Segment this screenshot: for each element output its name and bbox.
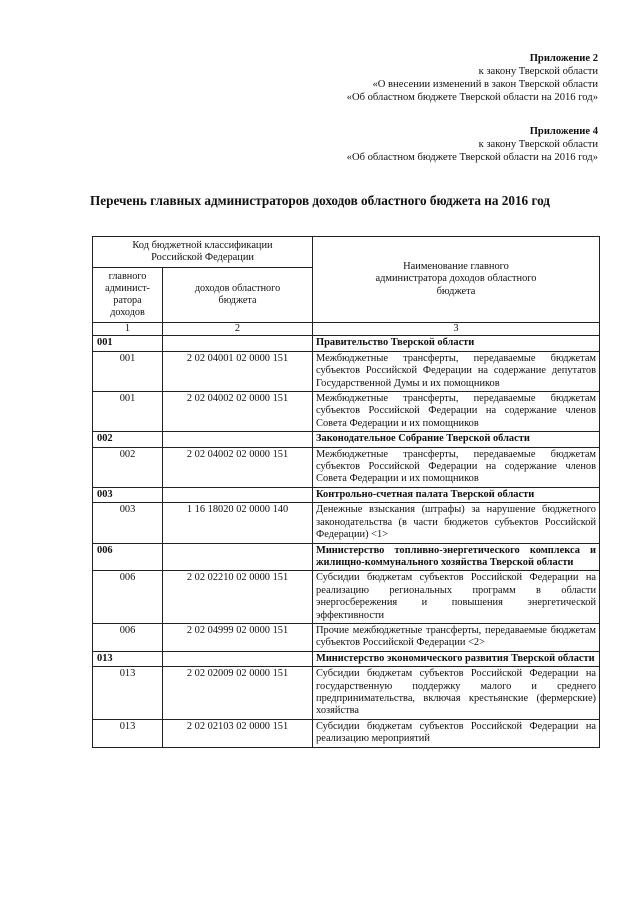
header-name-cell: Наименование главного администратора доходов областного бюджета xyxy=(313,237,600,323)
admin-code-cell: 006 xyxy=(93,623,163,651)
admin-code-cell: 013 xyxy=(93,667,163,720)
annex-4-title: Приложение 4 xyxy=(529,126,598,137)
revenue-item-row xyxy=(93,623,600,651)
name-cell: Прочие межбюджетные трансферты, передаваемые бюджетам субъектов Российской Федерации <2> xyxy=(313,623,600,651)
annex-2-title: Приложение 2 xyxy=(529,53,598,64)
admin-code-cell: 001 xyxy=(93,351,163,391)
admin-code-cell: 013 xyxy=(93,719,163,747)
administrator-heading-row xyxy=(93,487,600,502)
name-cell: Денежные взыскания (штрафы) за нарушение бюджетного законодательства (в части бюджетов субъектов Российской Федерации) <1> xyxy=(313,503,600,543)
annex-2-line: «О внесении изменений в закон Тверской области xyxy=(372,79,598,90)
administrators-table xyxy=(92,236,600,748)
revenue-item-row xyxy=(93,571,600,624)
name-cell: Межбюджетные трансферты, передаваемые бюджетам субъектов Российской Федерации на содержание депутатов Государственной Думы и их помощников xyxy=(313,351,600,391)
annex-2-line: «Об областном бюджете Тверской области на 2016 год» xyxy=(346,92,598,103)
annex-4-line: «Об областном бюджете Тверской области на 2016 год» xyxy=(346,152,598,163)
revenue-code-cell: 2 02 04002 02 0000 151 xyxy=(163,447,313,487)
administrator-heading-row xyxy=(93,651,600,666)
revenue-item-row xyxy=(93,351,600,391)
revenue-code-cell: 2 02 04999 02 0000 151 xyxy=(163,623,313,651)
revenue-code-cell: 2 02 02210 02 0000 151 xyxy=(163,571,313,624)
name-cell: Законодательное Собрание Тверской области xyxy=(313,432,600,447)
name-cell: Субсидии бюджетам субъектов Российской Федерации на реализацию мероприятий xyxy=(313,719,600,747)
admin-code-cell: 001 xyxy=(93,392,163,432)
name-cell: Правительство Тверской области xyxy=(313,336,600,351)
name-cell: Межбюджетные трансферты, передаваемые бюджетам субъектов Российской Федерации на содержание членов Совета Федерации и их помощников xyxy=(313,447,600,487)
revenue-code-cell: 1 16 18020 02 0000 140 xyxy=(163,503,313,543)
column-number-cell: 2 xyxy=(163,323,313,336)
name-cell: Министерство топливно-энергетического комплекса и жилищно-коммунального хозяйства Тверской области xyxy=(313,543,600,571)
revenue-code-cell xyxy=(163,487,313,502)
annex-4-block xyxy=(347,125,598,164)
revenue-code-cell xyxy=(163,432,313,447)
revenue-code-cell: 2 02 02103 02 0000 151 xyxy=(163,719,313,747)
revenue-code-cell: 2 02 02009 02 0000 151 xyxy=(163,667,313,720)
revenue-code-cell xyxy=(163,336,313,351)
name-cell: Министерство экономического развития Тверской области xyxy=(313,651,600,666)
annex-2-line: к закону Тверской области xyxy=(478,66,598,77)
admin-code-cell: 006 xyxy=(93,571,163,624)
administrator-heading-row xyxy=(93,336,600,351)
revenue-code-cell xyxy=(163,651,313,666)
revenue-code-cell: 2 02 04002 02 0000 151 xyxy=(163,392,313,432)
admin-code-cell: 013 xyxy=(93,651,163,666)
revenue-item-row xyxy=(93,392,600,432)
name-cell: Межбюджетные трансферты, передаваемые бюджетам субъектов Российской Федерации на содержание членов Совета Федерации и их помощников xyxy=(313,392,600,432)
admin-code-cell: 001 xyxy=(93,336,163,351)
revenue-item-row xyxy=(93,503,600,543)
column-number-cell: 3 xyxy=(313,323,600,336)
admin-code-cell: 003 xyxy=(93,487,163,502)
annex-2-block xyxy=(347,52,598,104)
revenue-code-cell: 2 02 04001 02 0000 151 xyxy=(163,351,313,391)
header-group-cell: Код бюджетной классификации Российской Федерации xyxy=(93,237,313,268)
header-admin-cell: главного админист-ратора доходов xyxy=(93,268,163,323)
administrator-heading-row xyxy=(93,432,600,447)
administrator-heading-row xyxy=(93,543,600,571)
revenue-item-row xyxy=(93,719,600,747)
document-title: Перечень главных администраторов доходов областного бюджета на 2016 год xyxy=(90,193,550,208)
admin-code-cell: 002 xyxy=(93,432,163,447)
revenue-code-cell xyxy=(163,543,313,571)
revenue-item-row xyxy=(93,447,600,487)
revenue-item-row xyxy=(93,667,600,720)
admin-code-cell: 002 xyxy=(93,447,163,487)
annex-4-line: к закону Тверской области xyxy=(478,139,598,150)
header-code-cell: доходов областного бюджета xyxy=(163,268,313,323)
name-cell: Субсидии бюджетам субъектов Российской Федерации на реализацию региональных программ в области энергосбережения и повышения энергетической эффективности xyxy=(313,571,600,624)
name-cell: Контрольно-счетная палата Тверской области xyxy=(313,487,600,502)
admin-code-cell: 003 xyxy=(93,503,163,543)
column-number-cell: 1 xyxy=(93,323,163,336)
admin-code-cell: 006 xyxy=(93,543,163,571)
name-cell: Субсидии бюджетам субъектов Российской Федерации на государственную поддержку малого и среднего предпринимательства, включая крестьянские (фермерские) хозяйства xyxy=(313,667,600,720)
